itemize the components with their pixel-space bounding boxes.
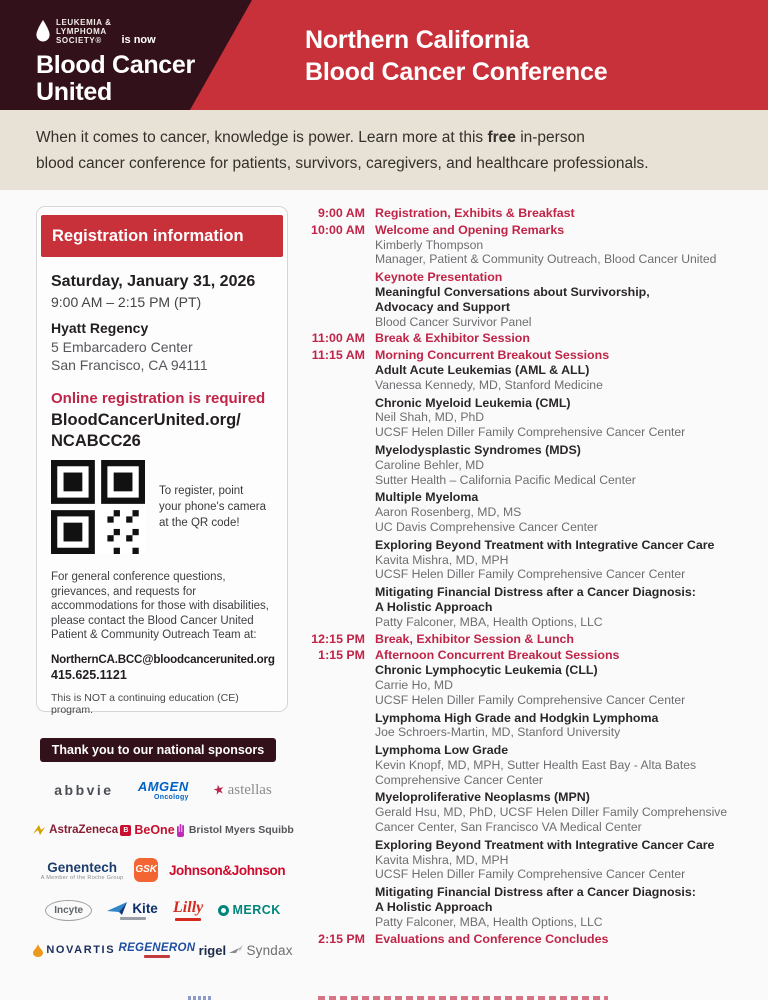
sponsor-logo-gsk [134, 858, 158, 882]
sponsor-wordmark: Genentech [47, 859, 117, 875]
schedule-session-title: Exploring Beyond Treatment with Integrative Cancer Care [375, 537, 715, 552]
sponsor-wordmark: abbvie [54, 782, 114, 798]
ce-disclaimer: This is NOT a continuing education (CE) program. [51, 691, 239, 716]
sponsor-logo-astrazeneca [32, 824, 118, 836]
sponsor-sublabel: Oncology [154, 794, 189, 801]
schedule-speaker-line: Kimberly Thompson [375, 237, 484, 252]
registration-card [36, 206, 288, 716]
schedule [305, 206, 760, 948]
conference-title: Northern California Blood Cancer Conference [305, 26, 608, 86]
sponsor-wordmark: rigel [198, 942, 227, 958]
sponsor-wordmark: astellas [227, 781, 272, 798]
schedule-session-title: Myelodysplastic Syndromes (MDS) [375, 442, 581, 457]
astellas-star-icon: ★ [211, 780, 226, 799]
schedule-session-title: A Holistic Approach [375, 599, 493, 614]
sponsor-logo-merck [218, 903, 280, 917]
schedule-session-title: Lymphoma High Grade and Hodgkin Lymphoma [375, 710, 659, 725]
schedule-speaker-line: UCSF Helen Diller Family Comprehensive Cancer Center [375, 692, 686, 707]
venue-address: 5 Embarcadero Center San Francisco, CA 94111 [51, 339, 208, 373]
schedule-row [305, 648, 760, 929]
sponsor-wordmark: Bristol Myers Squibb [188, 824, 294, 836]
sponsor-logo-jnj [169, 863, 285, 878]
schedule-session-title: Mitigating Financial Distress after a Cancer Diagnosis: [375, 585, 696, 600]
schedule-time: 11:15 AM [311, 348, 365, 363]
schedule-time: 9:00 AM [317, 206, 365, 220]
sponsors-title-bar: Thank you to our national sponsors [40, 738, 276, 762]
astrazeneca-swoosh-icon [32, 824, 46, 836]
schedule-row [305, 223, 760, 330]
schedule-speaker-line: Patty Falconer, MBA, Health Options, LLC [375, 614, 603, 629]
gsk-wordmark: GSK [134, 858, 158, 882]
qr-caption: To register, point your phone's camera at the QR code! [159, 485, 267, 529]
sponsor-sublabel: A Member of the Roche Group [40, 874, 124, 881]
schedule-speaker-line: Comprehensive Cancer Center [375, 772, 543, 787]
schedule-speaker-line: Sutter Health – California Pacific Medical Center [375, 472, 636, 487]
schedule-speaker-line: Kavita Mishra, MD, MPH [375, 852, 509, 867]
sponsor-wordmark: Syndax [246, 942, 293, 958]
intro-line1: When it comes to cancer, knowledge is power. Learn more at this free in-person [36, 129, 585, 146]
schedule-time: 11:00 AM [311, 331, 365, 346]
schedule-time: 12:15 PM [311, 631, 365, 646]
sponsor-sublabel-bar [120, 917, 146, 920]
schedule-speaker-line: Vanessa Kennedy, MD, Stanford Medicine [375, 377, 603, 392]
schedule-session-title: Myeloproliferative Neoplasms (MPN) [375, 790, 590, 805]
incyte-wordmark: Incyte [45, 900, 92, 921]
schedule-session-title: Break, Exhibitor Session & Lunch [375, 631, 574, 646]
sponsor-wordmark: Johnson&Johnson [168, 862, 286, 878]
schedule-session-title: Welcome and Opening Remarks [375, 222, 565, 237]
schedule-speaker-line: Patty Falconer, MBA, Health Options, LLC [375, 914, 603, 929]
schedule-time: 1:15 PM [318, 648, 365, 663]
schedule-row [305, 632, 760, 647]
schedule-speaker-line: Caroline Behler, MD [375, 457, 485, 472]
brand-wordmark: Blood Cancer United [36, 51, 195, 106]
beone-square-icon: B [120, 825, 131, 836]
lls-line1: LEUKEMIA & [56, 18, 112, 27]
schedule-row [305, 206, 760, 221]
schedule-session-title: Mitigating Financial Distress after a Cancer Diagnosis: [375, 885, 696, 900]
novartis-flame-icon [33, 944, 43, 957]
sponsor-logo-astellas [213, 782, 272, 799]
sponsor-logo-syndax [229, 943, 292, 958]
sponsor-row [30, 890, 296, 930]
schedule-time: 10:00 AM [311, 222, 365, 237]
schedule-session-title: Chronic Myeloid Leukemia (CML) [375, 395, 571, 410]
schedule-speaker-line: Neil Shah, MD, PhD [375, 410, 485, 425]
schedule-time: 2:15 PM [318, 931, 365, 946]
sponsor-wordmark: MERCK [232, 903, 281, 917]
sponsor-logo-beone [120, 823, 174, 837]
is-now-label: is now [121, 34, 156, 46]
sponsor-logo-rigel [199, 943, 226, 958]
sponsor-sublabel-bar [144, 955, 170, 958]
lls-line2: LYMPHOMA [56, 27, 107, 36]
online-registration-label: Online registration is required [51, 390, 266, 407]
schedule-speaker-line: Kavita Mishra, MD, MPH [375, 552, 509, 567]
sponsor-logo-abbvie [54, 782, 113, 798]
sponsor-wordmark: Kite [132, 900, 158, 916]
schedule-session-title: Morning Concurrent Breakout Sessions [375, 348, 610, 363]
intro-band [0, 110, 768, 190]
sponsor-logo-lilly [173, 899, 203, 921]
event-date: Saturday, January 31, 2026 [51, 273, 256, 290]
schedule-session-title: Chronic Lymphocytic Leukemia (CLL) [375, 663, 598, 678]
schedule-speaker-line: Manager, Patient & Community Outreach, Blood Cancer United [375, 252, 717, 267]
schedule-speaker-line: UCSF Helen Diller Family Comprehensive Cancer Center [375, 425, 686, 440]
schedule-speaker-line: UC Davis Comprehensive Cancer Center [375, 519, 598, 534]
schedule-session-title: Break & Exhibitor Session [375, 331, 530, 346]
schedule-session-title: Registration, Exhibits & Breakfast [375, 206, 575, 220]
schedule-speaker-line: Blood Cancer Survivor Panel [375, 314, 532, 329]
schedule-session-title: Adult Acute Leukemias (AML & ALL) [375, 362, 590, 377]
qr-code[interactable] [51, 460, 145, 554]
schedule-speaker-line: Cancer Center, San Francisco VA Medical Center [375, 820, 642, 835]
sponsor-wordmark: AMGEN [137, 779, 189, 794]
bms-hand-icon [177, 824, 186, 837]
sponsor-logo-amgen [138, 779, 189, 801]
clipped-text-fragment-red [318, 996, 608, 1000]
sponsor-row [30, 930, 296, 970]
schedule-speaker-line: Gerald Hsu, MD, PhD, UCSF Helen Diller Family Comprehensive [375, 805, 728, 820]
syndax-arrow-icon [229, 945, 243, 955]
kite-plane-icon [107, 902, 129, 915]
sponsor-logo-bms [177, 824, 294, 837]
sponsor-row [30, 850, 296, 890]
event-time: 9:00 AM – 2:15 PM (PT) [51, 294, 202, 310]
schedule-session-title: Evaluations and Conference Concludes [375, 931, 609, 946]
sponsor-wordmark: NOVARTIS [46, 944, 116, 956]
clipped-text-fragment-blue [188, 996, 212, 1000]
sponsor-wordmark: REGENERON [118, 942, 196, 954]
intro-line2: blood cancer conference for patients, survivors, caregivers, and healthcare professionals. [36, 155, 649, 172]
schedule-row [305, 932, 760, 947]
contact-paragraph: For general conference questions, grievances, and requests for accommodations for those with disabilities, please contact the Blood Cancer United Patient & Community Outreach Team at: [51, 571, 269, 641]
sponsor-logo-regeneron [118, 942, 195, 958]
sponsor-logo-genentech [41, 860, 124, 881]
schedule-row [305, 348, 760, 629]
schedule-session-title: Advocacy and Support [375, 299, 510, 314]
schedule-row [305, 331, 760, 346]
sponsor-wordmark: BeOne [134, 823, 175, 837]
blood-droplet-icon [36, 20, 50, 42]
schedule-speaker-line: UCSF Helen Diller Family Comprehensive Cancer Center [375, 567, 686, 582]
lls-line3: SOCIETY® [56, 36, 102, 45]
sponsor-row [30, 770, 296, 810]
contact-phone[interactable]: 415.625.1121 [51, 667, 127, 682]
registration-card-title: Registration information [41, 215, 283, 257]
sponsor-wordmark: AstraZeneca [49, 824, 119, 836]
schedule-session-title: A Holistic Approach [375, 900, 493, 915]
sponsor-row [30, 810, 296, 850]
schedule-session-title: Meaningful Conversations about Survivorship, [375, 284, 650, 299]
registration-url[interactable]: BloodCancerUnited.org/ NCABCC26 [51, 411, 241, 450]
schedule-session-title: Afternoon Concurrent Breakout Sessions [375, 648, 620, 663]
schedule-session-title: Exploring Beyond Treatment with Integrative Cancer Care [375, 837, 715, 852]
header-band [0, 0, 768, 110]
schedule-session-title: Keynote Presentation [375, 270, 503, 285]
schedule-speaker-line: Kevin Knopf, MD, MPH, Sutter Health East Bay - Alta Bates [375, 757, 697, 772]
sponsor-logo-grid [30, 770, 296, 970]
venue-name: Hyatt Regency [51, 320, 149, 336]
schedule-session-title: Lymphoma Low Grade [375, 743, 509, 758]
schedule-speaker-line: Carrie Ho, MD [375, 677, 453, 692]
contact-email[interactable]: NorthernCA.BCC@bloodcancerunited.org [51, 652, 275, 666]
schedule-speaker-line: Joe Schroers-Martin, MD, Stanford University [375, 725, 621, 740]
merck-ring-icon [218, 905, 229, 916]
sponsor-wordmark: Lilly [173, 899, 204, 916]
lls-logo [36, 18, 156, 46]
sponsor-logo-novartis [33, 944, 115, 957]
schedule-speaker-line: UCSF Helen Diller Family Comprehensive Cancer Center [375, 867, 686, 882]
sponsor-logo-incyte [45, 900, 92, 921]
sponsor-sublabel-bar [175, 918, 201, 921]
schedule-session-title: Multiple Myeloma [375, 490, 479, 505]
schedule-speaker-line: Aaron Rosenberg, MD, MS [375, 505, 522, 520]
sponsor-logo-kite [107, 901, 158, 920]
